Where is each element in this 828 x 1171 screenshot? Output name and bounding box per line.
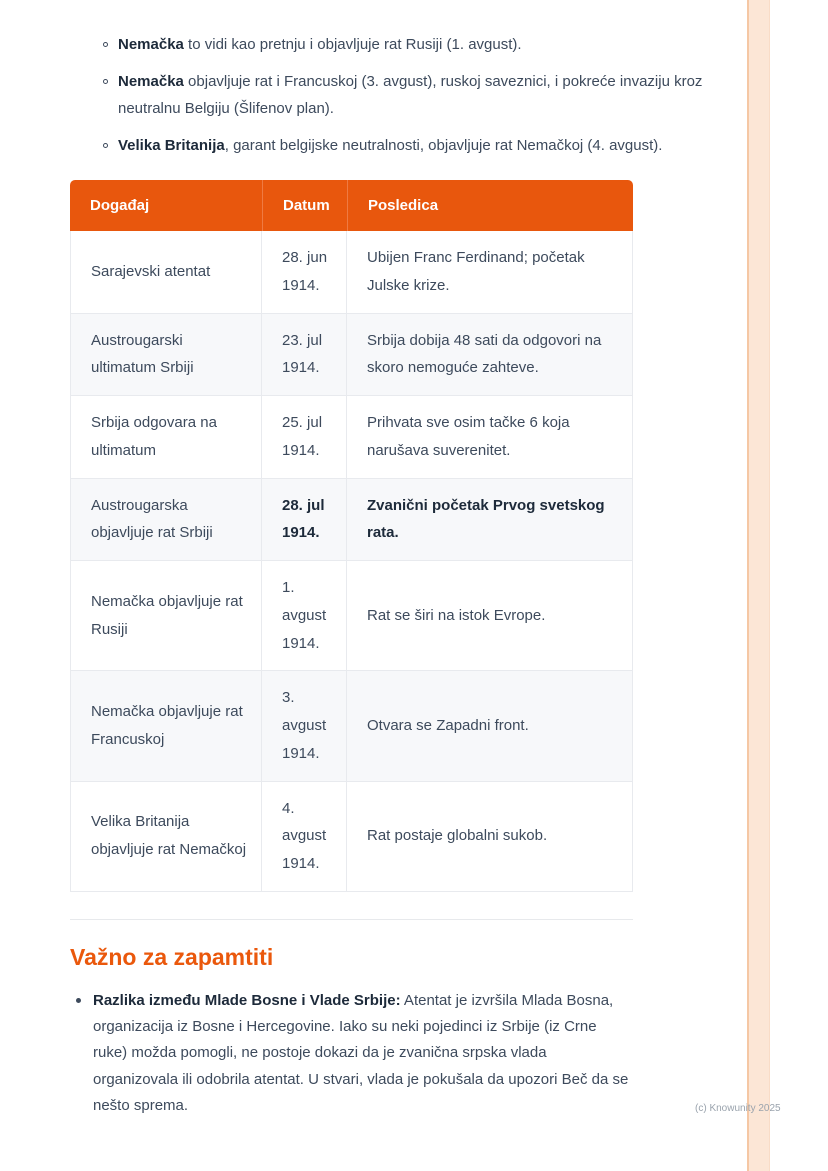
section-divider [70,919,633,920]
header-event: Događaj [70,180,262,231]
list-item-bold: Nemačka [118,73,184,91]
consequence-cell: Rat se širi na istok Evrope. [347,561,633,671]
header-date: Datum [262,180,347,231]
event-cell: Sarajevski atentat [70,231,262,314]
table-row [70,396,633,479]
event-cell: Velika Britanija objavljuje rat Nemačkoj [70,782,262,892]
document-page [70,32,703,1130]
list-item-text: Nemačka to vidi kao pretnju i objavljuje rat Rusiji (1. avgust). [118,36,522,53]
consequence-cell: Prihvata sve osim tačke 6 koja narušava suverenitet. [347,396,633,479]
event-cell: Nemačka objavljuje rat Francuskoj [70,671,262,781]
date-cell: 23. jul 1914. [262,314,347,397]
important-bullet-list [76,988,632,1119]
event-cell: Nemačka objavljuje rat Rusiji [70,561,262,671]
date-cell: 1. avgust 1914. [262,561,347,671]
list-item-bold: Razlika između Mlade Bosne i Vlade Srbije: [93,991,401,1009]
table-row [70,782,633,892]
bullet-circle-icon [103,143,108,148]
date-cell: 4. avgust 1914. [262,782,347,892]
list-item-bold: Nemačka [118,36,184,53]
table-row [70,561,633,671]
table-row [70,671,633,781]
table-header-row [70,180,633,231]
page-edge-strip [747,0,770,1171]
list-item-text: Nemačka objavljuje rat i Francuskoj (3. avgust), ruskoj saveznici, i pokreće invaziju kroz neutralnu Belgiju (Šlifenov plan). [118,73,703,117]
list-item [103,69,703,122]
date-cell: 25. jul 1914. [262,396,347,479]
list-item [103,133,703,159]
list-item-text: Razlika između Mlade Bosne i Vlade Srbije: Atentat je izvršila Mlada Bosna, organizacija iz Bosne i Hercegovine. Iako su neki pojedinci iz Srbije (iz Crne ruke) možda pomogli, ne postoje dokazi da je zvanična srpska vlada organizovala ili odobrila atentat. U stvari, vlada je pokušala da upozori Beč da se nešto sprema. [93,991,629,1114]
consequence-cell: Rat postaje globalni sukob. [347,782,633,892]
bullet-circle-icon [103,79,108,84]
consequence-cell: Ubijen Franc Ferdinand; početak Julske krize. [347,231,633,314]
intro-bullet-list [103,32,703,159]
table-row [70,479,633,562]
table-row [70,231,633,314]
table-row [70,314,633,397]
list-item [76,988,632,1119]
consequence-cell: Srbija dobija 48 sati da odgovori na skoro nemoguće zahteve. [347,314,633,397]
events-table [70,180,633,892]
consequence-cell: Zvanični početak Prvog svetskog rata. [347,479,633,562]
date-cell: 3. avgust 1914. [262,671,347,781]
date-cell: 28. jun 1914. [262,231,347,314]
consequence-cell: Otvara se Zapadni front. [347,671,633,781]
list-item-text: Velika Britanija, garant belgijske neutralnosti, objavljuje rat Nemačkoj (4. avgust). [118,136,663,154]
event-cell: Austrougarska objavljuje rat Srbiji [70,479,262,562]
bullet-dot-icon [76,998,81,1003]
list-item [103,32,703,58]
header-consequence: Posledica [347,180,633,231]
event-cell: Srbija odgovara na ultimatum [70,396,262,479]
copyright-text: (c) Knowunity 2025 [695,1103,781,1114]
bullet-circle-icon [103,42,108,47]
event-cell: Austrougarski ultimatum Srbiji [70,314,262,397]
date-cell: 28. jul 1914. [262,479,347,562]
section-title: Važno za zapamtiti [70,943,274,970]
list-item-bold: Velika Britanija [118,136,225,154]
